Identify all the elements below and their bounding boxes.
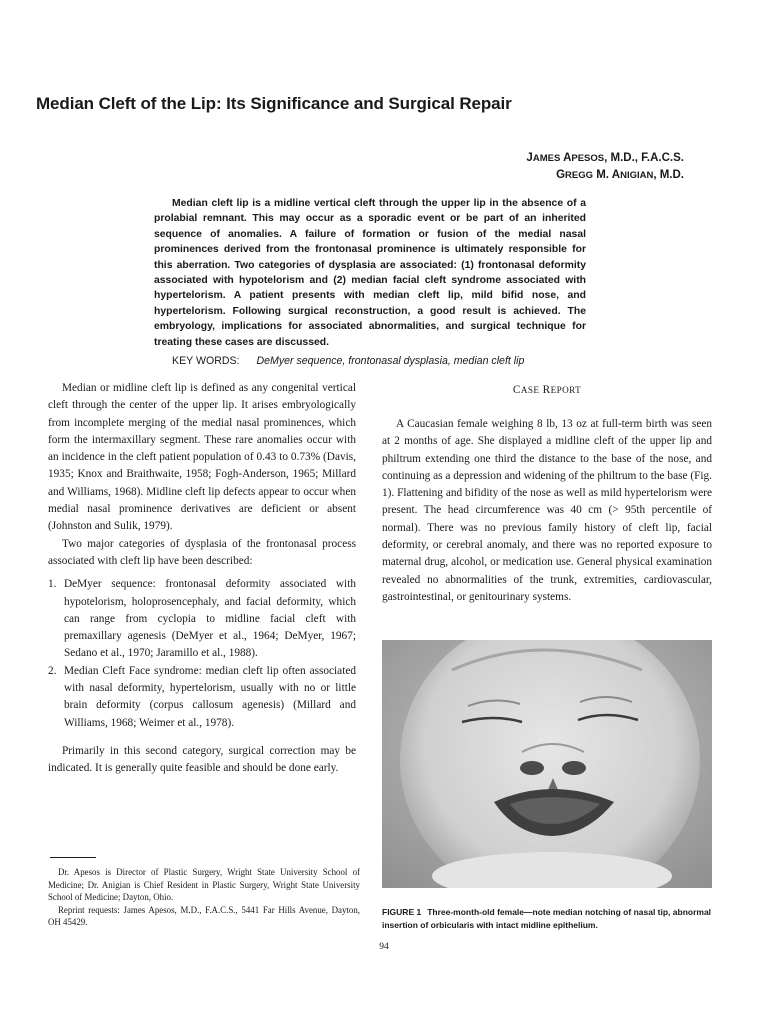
- reprint-note: Reprint requests: James Apesos, M.D., F.A.C.S., 5441 Far Hills Avenue, Dayton, OH 45429.: [48, 904, 360, 928]
- figure-label: FIGURE 1: [382, 907, 422, 917]
- keywords-label: KEY WORDS:: [172, 355, 240, 367]
- dysplasia-paragraph: Two major categories of dysplasia of the frontonasal process associated with cleft lip have been described:: [48, 537, 356, 567]
- author-2: GREGG M. ANIGIAN, M.D.: [556, 169, 684, 181]
- case-report-paragraph: A Caucasian female weighing 8 lb, 13 oz at full-term birth was seen at 2 months of age. She displayed a midline cleft of the upper lip and philtrum extending one third the distance to the base of the nose, and continuing as a depression and widening of the philtrum to the base (Fig. 1). Flattening and bifidity of the nose as well as mild hypertelorism were present. The head circumference was 40 cm (> 95th percentile of normal). There was no previous family history of cleft lip, facial deformity, or cerebral anomaly, and there was no reported exposure to maternal drug, alcohol, or medication use. General physical examination revealed no abnormalities of the trunk, extremities, cardiovascular, gastrointestinal, or genitourinary systems.: [382, 418, 712, 603]
- list-item: 2. Median Cleft Face syndrome: median cleft lip often associated with nasal deformity, hypertelorism, usually with no or little brain deformity (corpus callosum agenesis) (Millard and Williams, 1968; Weimer et al., 1978).: [48, 664, 356, 729]
- left-column: [48, 380, 356, 778]
- abstract: Median cleft lip is a midline vertical cleft through the upper lip in the absence of a prolabial remnant. This may occur as a sporadic event or be part of an inherited sequence of anomalies. A failure of formation or fusion of the medial nasal prominences derived from the frontonasal prominence is ultimately responsible for this aberration. Two categories of dysplasia are associated: (1) frontonasal deformity associated with hypotelorism and (2) median facial cleft syndrome associated with hypertelorism. A patient presents with median cleft lip, mild bifid nose, and hypertelorism. Following surgical reconstruction, a good result is achieved. The embryology, implications for associated abnormalities, and surgical technique for treating these cases are discussed.: [154, 198, 586, 348]
- article-title: Median Cleft of the Lip: Its Significance and Surgical Repair: [36, 94, 512, 113]
- keywords-text: DeMyer sequence, frontonasal dysplasia, median cleft lip: [256, 355, 525, 367]
- infant-face-photo: [382, 640, 712, 888]
- dysplasia-list: [48, 576, 356, 732]
- figure-caption-text: Three-month-old female—note median notching of nasal tip, abnormal insertion of orbicularis with intact midline epithelium.: [382, 907, 712, 931]
- right-column: [382, 416, 712, 606]
- affiliation-note: Dr. Apesos is Director of Plastic Surgery, Wright State University School of Medicine; Dr. Anigian is Chief Resident in Plastic Surgery, Wright State University School of Medicine; Dayton, Ohio.: [48, 867, 360, 903]
- face-shape: [400, 640, 700, 888]
- author-1: JAMES APESOS, M.D., F.A.C.S.: [526, 152, 684, 164]
- footnote: [48, 866, 360, 929]
- case-report-heading: CASE REPORT: [512, 384, 582, 396]
- author-block: [526, 150, 684, 184]
- figure-caption: [382, 906, 712, 932]
- right-nostril: [562, 761, 586, 775]
- page-number: 94: [379, 942, 389, 952]
- footnote-divider: [50, 857, 96, 858]
- correction-paragraph: Primarily in this second category, surgical correction may be indicated. It is generally quite feasible and should be done early.: [48, 744, 356, 775]
- keywords: [172, 355, 592, 367]
- intro-paragraph: Median or midline cleft lip is defined as any congenital vertical cleft through the center of the upper lip. It arises embryologically from incomplete merging of the medial nasal prominences, which form the intermaxillary segment. These rare anomalies occur with an incidence in the cleft patient population of 0.43 to 0.73% (Davis, 1935; Knox and Braithwaite, 1958; Fogh-Anderson, 1965; Millard and Williams, 1968). Midline cleft lip defects appear to occur when medial nasal prominence derivatives are deficient or absent (Johnston and Sulik, 1979).: [48, 382, 356, 533]
- list-item: 1. DeMyer sequence: frontonasal deformity associated with hypotelorism, holoprosencephaly, and facial deformity, which can range from cyclopia to midline facial cleft with premaxillary agenesis (DeMyer et al., 1964; DeMyer, 1967; Sedano et al., 1970; Jaramillo et al., 1988).: [48, 578, 356, 660]
- photo-illustration: [382, 640, 712, 888]
- left-nostril: [520, 761, 544, 775]
